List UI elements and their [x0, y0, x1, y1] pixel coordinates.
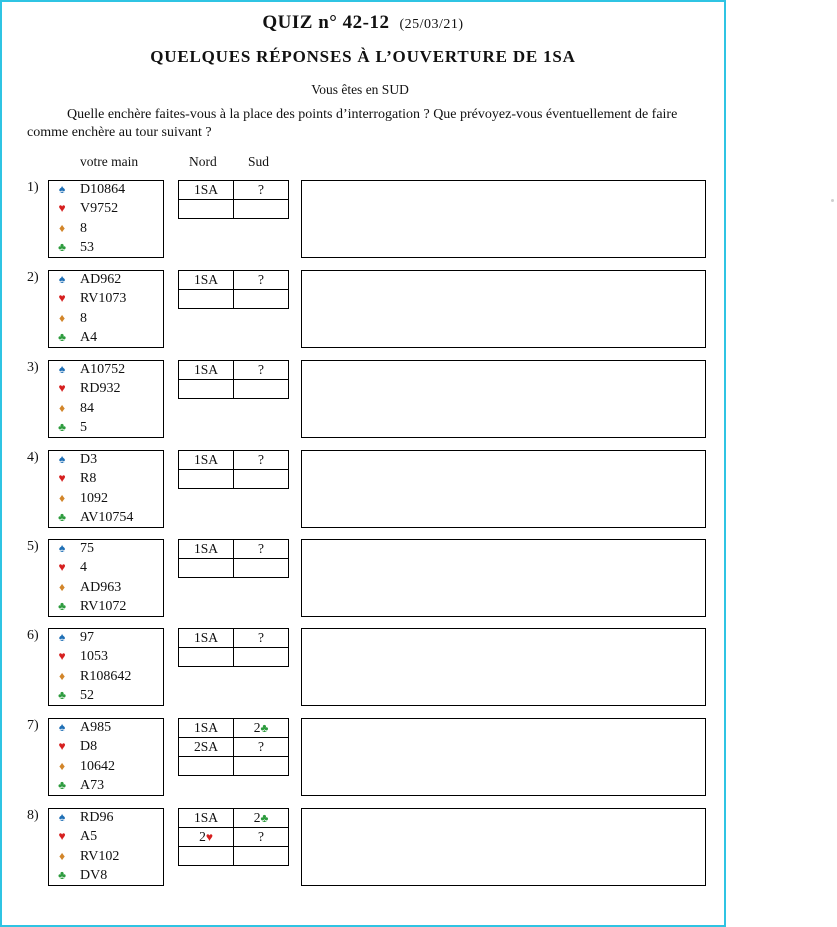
heart-icon: ♥: [205, 830, 213, 844]
south-bid: [234, 451, 289, 470]
club-icon: ♣: [58, 867, 66, 882]
bid-text: ?: [258, 452, 264, 467]
suit-cards: AD962: [80, 272, 122, 287]
quiz-number: 7): [27, 718, 39, 733]
column-header-hand: votre main: [80, 154, 139, 169]
bidding-table: [178, 450, 289, 489]
diamond-icon: ♦: [58, 310, 66, 325]
quiz-number: 2): [27, 270, 39, 285]
spade-icon: ♠: [58, 272, 66, 286]
suit-cards: D3: [80, 452, 98, 467]
hand-suit-row: [49, 628, 163, 647]
quiz-item: [0, 628, 720, 708]
hand-box: [48, 270, 164, 348]
question-text: [27, 106, 702, 142]
hand-suit-row: [49, 489, 163, 508]
bidding-row: [179, 451, 289, 470]
hand-suit-row: [49, 718, 163, 737]
bidding-table: [178, 180, 289, 219]
quiz-number: 1): [27, 180, 39, 195]
answer-box[interactable]: [301, 808, 706, 886]
suit-cards: R8: [80, 471, 97, 487]
bidding-row: [179, 181, 289, 200]
north-bid: [179, 181, 234, 200]
club-icon: ♣: [58, 598, 66, 613]
answer-box[interactable]: [301, 539, 706, 617]
hand-box: [48, 539, 164, 617]
bidding-row: [179, 290, 289, 309]
south-bid: [234, 828, 289, 847]
hand-box: [48, 450, 164, 528]
suit-cards: RD96: [80, 810, 114, 825]
column-header-south: Sud: [248, 154, 270, 169]
bid-text: 1SA: [193, 720, 218, 735]
suit-cards: R108642: [80, 668, 132, 684]
diamond-icon: ♦: [58, 848, 66, 863]
quiz-item: [0, 718, 720, 798]
bidding-row: [179, 648, 289, 667]
suit-cards: DV8: [80, 867, 108, 883]
suit-cards: RV1073: [80, 291, 127, 307]
bid-text: 1SA: [193, 182, 218, 197]
club-icon: ♣: [58, 419, 66, 434]
spade-icon: ♠: [58, 362, 66, 376]
suit-cards: 4: [80, 560, 87, 576]
north-bid: [179, 470, 234, 489]
suit-cards: RV1072: [80, 598, 127, 614]
quiz-item: [0, 539, 720, 619]
bid-text: ?: [258, 272, 264, 287]
bidding-row: [179, 540, 289, 559]
bid-text: ?: [258, 630, 264, 645]
suit-cards: A10752: [80, 362, 126, 377]
hand-suit-row: [49, 757, 163, 776]
diamond-icon: ♦: [58, 220, 66, 235]
diamond-icon: ♦: [58, 758, 66, 773]
heart-icon: ♥: [58, 381, 66, 396]
hand-suit-row: [49, 737, 163, 756]
quiz-item: [0, 450, 720, 530]
south-bid: [234, 540, 289, 559]
bid-text: 2: [199, 829, 206, 844]
quiz-title: [0, 12, 726, 34]
south-bid: [234, 290, 289, 309]
suit-cards: 97: [80, 630, 94, 645]
south-bid: [234, 361, 289, 380]
bid-text: 2: [253, 810, 261, 825]
bid-text: ?: [258, 829, 264, 844]
suit-cards: RD932: [80, 381, 121, 397]
spade-icon: ♠: [58, 810, 66, 824]
south-bid: [234, 757, 289, 776]
suit-cards: 75: [80, 541, 94, 556]
bidding-row: [179, 559, 289, 578]
club-icon: ♣: [58, 777, 66, 792]
quiz-item: [0, 360, 720, 440]
hand-suit-row: [49, 597, 163, 616]
north-bid: [179, 629, 234, 648]
bid-text: 1SA: [193, 272, 218, 287]
hand-suit-row: [49, 776, 163, 795]
heart-icon: ♥: [58, 560, 66, 575]
bidding-table: [178, 360, 289, 399]
club-icon: ♣: [58, 329, 66, 344]
north-bid: [179, 380, 234, 399]
bidding-row: [179, 847, 289, 866]
column-header-north: Nord: [189, 154, 217, 169]
south-bid: [234, 629, 289, 648]
club-icon: ♣: [260, 811, 269, 825]
north-bid: [179, 757, 234, 776]
answer-box[interactable]: [301, 360, 706, 438]
bid-text: 1SA: [193, 362, 218, 377]
quiz-number: 3): [27, 360, 39, 375]
suit-cards: 1053: [80, 649, 108, 665]
hand-suit-row: [49, 180, 163, 199]
hand-suit-row: [49, 289, 163, 308]
answer-box[interactable]: [301, 628, 706, 706]
north-bid: [179, 847, 234, 866]
hand-suit-row: [49, 450, 163, 469]
hand-box: [48, 718, 164, 796]
north-bid: [179, 271, 234, 290]
hand-suit-row: [49, 379, 163, 398]
suit-cards: V9752: [80, 201, 119, 217]
north-bid: [179, 828, 234, 847]
north-bid: [179, 809, 234, 828]
bid-text: 1SA: [193, 541, 218, 556]
hand-suit-row: [49, 686, 163, 705]
hand-suit-row: [49, 847, 163, 866]
diamond-icon: ♦: [58, 400, 66, 415]
heart-icon: ♥: [58, 291, 66, 306]
hand-suit-row: [49, 827, 163, 846]
hand-suit-row: [49, 418, 163, 437]
south-bid: [234, 559, 289, 578]
bid-text: ?: [258, 739, 264, 754]
hand-suit-row: [49, 238, 163, 257]
suit-cards: 8: [80, 220, 87, 236]
south-bid: [234, 847, 289, 866]
bidding-row: [179, 809, 289, 828]
north-bid: [179, 451, 234, 470]
hand-suit-row: [49, 558, 163, 577]
answer-box[interactable]: [301, 718, 706, 796]
heart-icon: ♥: [58, 471, 66, 486]
bidding-row: [179, 719, 289, 738]
suit-cards: 5: [80, 419, 87, 435]
hand-suit-row: [49, 399, 163, 418]
heart-icon: ♥: [58, 649, 66, 664]
north-bid: [179, 559, 234, 578]
south-bid: [234, 200, 289, 219]
bid-text: 1SA: [193, 630, 218, 645]
south-bid: [234, 380, 289, 399]
heart-icon: ♥: [58, 739, 66, 754]
north-bid: [179, 540, 234, 559]
bid-text: ?: [258, 541, 264, 556]
suit-cards: 10642: [80, 758, 115, 774]
club-icon: ♣: [58, 509, 66, 524]
spade-icon: ♠: [58, 720, 66, 734]
hand-suit-row: [49, 866, 163, 885]
south-bid: [234, 181, 289, 200]
quiz-item: [0, 180, 720, 260]
spade-icon: ♠: [58, 541, 66, 555]
club-icon: ♣: [58, 239, 66, 254]
hand-suit-row: [49, 647, 163, 666]
hand-box: [48, 808, 164, 886]
question-body: Quelle enchère faites-vous à la place des points d’interrogation ? Que prévoyez-vous éventuellement de faire comme enchère au tour suivant ?: [27, 107, 678, 140]
hand-suit-row: [49, 508, 163, 527]
hand-suit-row: [49, 309, 163, 328]
south-bid: [234, 470, 289, 489]
suit-cards: A73: [80, 777, 105, 793]
north-bid: [179, 290, 234, 309]
hand-suit-row: [49, 469, 163, 488]
bidding-row: [179, 271, 289, 290]
heart-icon: ♥: [58, 201, 66, 216]
bidding-table: [178, 270, 289, 309]
suit-cards: 52: [80, 687, 94, 703]
suit-cards: AD963: [80, 579, 122, 595]
north-bid: [179, 361, 234, 380]
quiz-item: [0, 270, 720, 350]
bidding-row: [179, 629, 289, 648]
bidding-table: [178, 718, 289, 776]
quiz-number: 8): [27, 808, 39, 823]
position-note: Vous êtes en SUD: [311, 82, 409, 97]
quiz-number: 4): [27, 450, 39, 465]
title-text: QUIZ n° 42-12: [262, 12, 390, 33]
south-bid: [234, 719, 289, 738]
hand-suit-row: [49, 808, 163, 827]
spade-icon: ♠: [58, 182, 66, 196]
hand-suit-row: [49, 360, 163, 379]
hand-suit-row: [49, 199, 163, 218]
bidding-row: [179, 200, 289, 219]
south-bid: [234, 738, 289, 757]
suit-cards: D10864: [80, 182, 126, 197]
south-bid: [234, 809, 289, 828]
suit-cards: A5: [80, 829, 98, 845]
diamond-icon: ♦: [58, 490, 66, 505]
bidding-row: [179, 380, 289, 399]
bid-text: 2: [253, 720, 261, 735]
spade-icon: ♠: [58, 452, 66, 466]
north-bid: [179, 648, 234, 667]
hand-suit-row: [49, 270, 163, 289]
diamond-icon: ♦: [58, 668, 66, 683]
hand-suit-row: [49, 219, 163, 238]
hand-box: [48, 628, 164, 706]
bidding-table: [178, 808, 289, 866]
hand-suit-row: [49, 578, 163, 597]
stray-dot: [831, 199, 834, 202]
suit-cards: 1092: [80, 490, 108, 506]
bid-text: 1SA: [193, 452, 218, 467]
bidding-row: [179, 757, 289, 776]
north-bid: [179, 200, 234, 219]
answer-box[interactable]: [301, 270, 706, 348]
suit-cards: 8: [80, 310, 87, 326]
bid-text: 1SA: [193, 810, 218, 825]
south-bid: [234, 271, 289, 290]
hand-suit-row: [49, 328, 163, 347]
quiz-number: 5): [27, 539, 39, 554]
suit-cards: A4: [80, 329, 98, 345]
suit-cards: 84: [80, 400, 94, 416]
north-bid: [179, 719, 234, 738]
answer-box[interactable]: [301, 450, 706, 528]
club-icon: ♣: [260, 721, 269, 735]
hand-suit-row: [49, 539, 163, 558]
suit-cards: A985: [80, 720, 112, 735]
quiz-item: [0, 808, 720, 888]
suit-cards: 53: [80, 239, 94, 255]
bid-text: ?: [258, 362, 264, 377]
hand-box: [48, 180, 164, 258]
suit-cards: AV10754: [80, 509, 134, 525]
heart-icon: ♥: [58, 829, 66, 844]
north-bid: [179, 738, 234, 757]
quiz-number: 6): [27, 628, 39, 643]
spade-icon: ♠: [58, 630, 66, 644]
bidding-row: [179, 828, 289, 847]
suit-cards: D8: [80, 739, 98, 755]
hand-suit-row: [49, 667, 163, 686]
quiz-date: (25/03/21): [399, 17, 464, 32]
bidding-table: [178, 539, 289, 578]
bidding-row: [179, 738, 289, 757]
club-icon: ♣: [58, 687, 66, 702]
quiz-subtitle: QUELQUES RÉPONSES À L’OUVERTURE DE 1SA: [150, 47, 576, 66]
answer-box[interactable]: [301, 180, 706, 258]
bidding-row: [179, 361, 289, 380]
bid-text: 2SA: [193, 739, 218, 754]
bidding-table: [178, 628, 289, 667]
suit-cards: RV102: [80, 848, 120, 864]
diamond-icon: ♦: [58, 579, 66, 594]
south-bid: [234, 648, 289, 667]
bidding-row: [179, 470, 289, 489]
bid-text: ?: [258, 182, 264, 197]
hand-box: [48, 360, 164, 438]
